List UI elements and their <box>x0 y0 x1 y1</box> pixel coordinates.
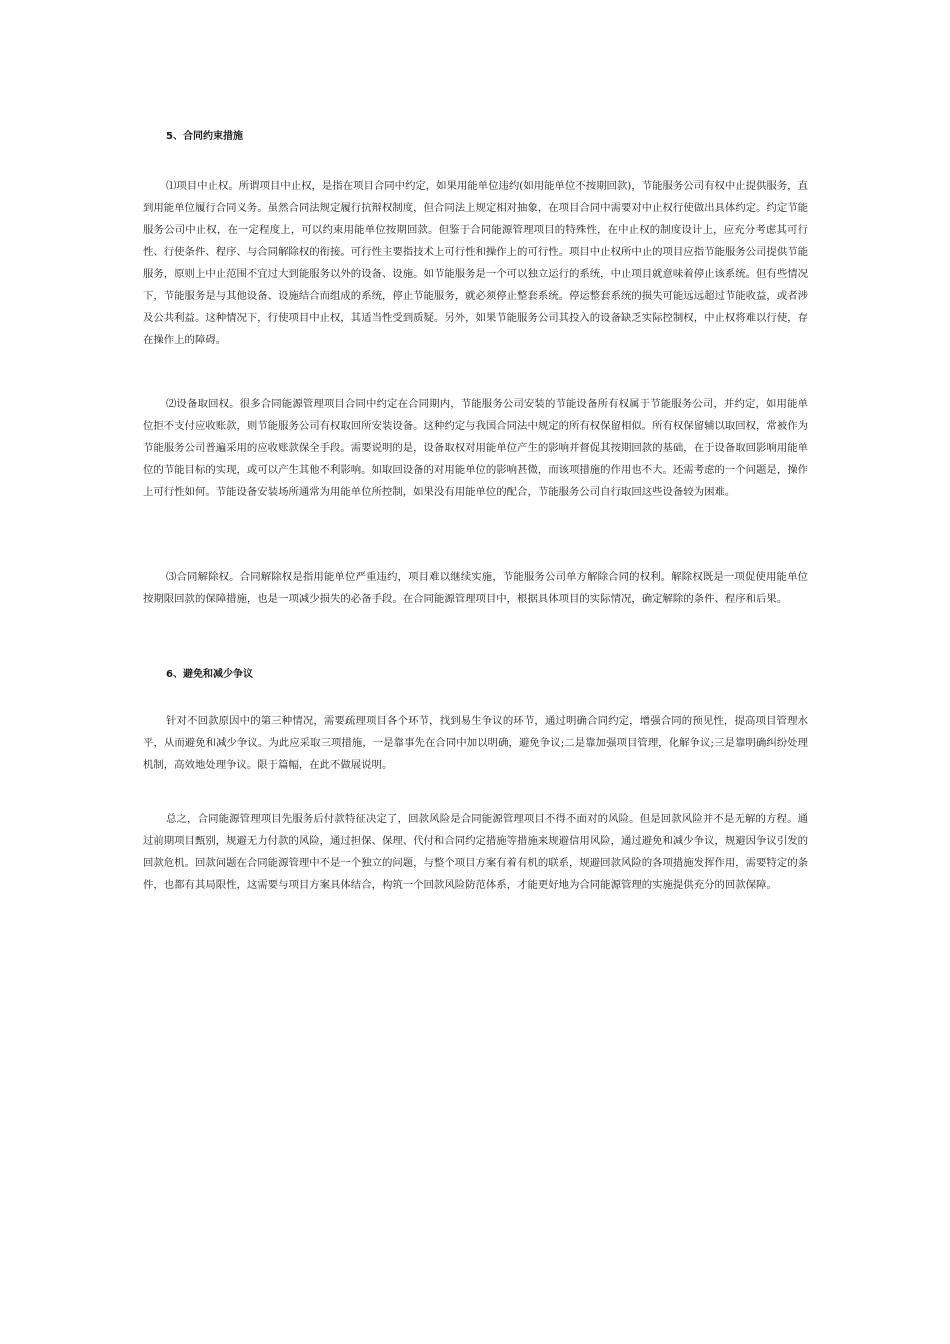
section-heading-avoid-disputes: 6、避免和减少争议 <box>166 669 253 680</box>
paragraph-conclusion: 总之，合同能源管理项目先服务后付款特征决定了，回款风险是合同能源管理项目不得不面对的风险。但是回款风险并不是无解的方程。通过前期项目甄别，规避无力付款的风险，通过担保、保理、代付和合同约定措施等措施来规避信用风险，通过避免和减少争议，规避因争议引发的回款危机。回款问题在合同能源管理中不是一个独立的问题，与整个项目方案有着有机的联系，规避回款风险的各项措施发挥作用，需要特定的条件，也都有其局限性，这需要与项目方案具体结合，构筑一个回款风险防范体系，才能更好地为合同能源管理的实施提供充分的回款保障。 <box>143 813 808 891</box>
paragraph-equipment-retrieval-right: ⑵设备取回权。很多合同能源管理项目合同中约定在合同期内，节能服务公司安装的节能设备所有权属于节能服务公司，并约定，如用能单位拒不支付应收账款，则节能服务公司有权取回所安装设备。这种约定与我国合同法中规定的所有权保留相似。所有权保留辅以取回权，常被作为节能服务公司普遍采用的应收账款保全手段。需要说明的是，设备取权对用能单位产生的影响并督促其按期回款的基础，在于设备取回影响用能单位的节能目标的实现，或可以产生其他不利影响。如取回设备的对用能单位的影响甚微，而该项措施的作用也不大。还需考虑的一个问题是，操作上可行性如何。节能设备安装场所通常为用能单位所控制，如果没有用能单位的配合，节能服务公司自行取回这些设备较为困难。 <box>143 398 808 498</box>
paragraph-contract-termination-right: ⑶合同解除权。合同解除权是指用能单位严重违约，项目难以继续实施，节能服务公司单方解除合同的权利。解除权既是一项促使用能单位按期限回款的保障措施，也是一项减少损失的必备手段。在合同能源管理项目中，根据具体项目的实际情况，确定解除的条件、程序和后果。 <box>143 571 808 605</box>
section-heading-contract-measures: 5、合同约束措施 <box>166 131 243 142</box>
paragraph-project-suspension-right: ⑴项目中止权。所谓项目中止权，是指在项目合同中约定，如果用能单位违约(如用能单位不按期回款)，节能服务公司有权中止提供服务，直到用能单位履行合同义务。虽然合同法规定履行抗辩权制度，但合同法上规定相对抽象，在项目合同中需要对中止权行使做出具体约定。约定节能服务公司中止权，在一定程度上，可以约束用能单位按期回款。但鉴于合同能源管理项目的特殊性，在中止权的制度设计上，应充分考虑其可行性、行使条件、程序、与合同解除权的衔接。可行性主要指技术上可行性和操作上的可行性。项目中止权所中止的项目应指节能服务公司提供节能服务，原则上中止范围不宜过大到能服务以外的设备、设施。如节能服务是一个可以独立运行的系统，中止项目就意味着停止该系统。但有些情况下，节能服务是与其他设备、设施结合而组成的系统，停止节能服务，就必须停止整套系统。停运整套系统的损失可能远远超过节能收益，或者涉及公共利益。这种情况下，行使项目中止权，其适当性受到质疑。另外，如果节能服务公司其投入的设备缺乏实际控制权，中止权将难以行使，存在操作上的障碍。 <box>143 180 808 346</box>
paragraph-dispute-measures: 针对不回款原因中的第三种情况，需要疏理项目各个环节，找到易生争议的环节，通过明确合同约定，增强合同的预见性，提高项目管理水平，从而避免和减少争议。为此应采取三项措施，一是靠事先在合同中加以明确，避免争议;二是靠加强项目管理，化解争议;三是靠明确纠纷处理机制，高效地处理争议。限于篇幅，在此不做展说明。 <box>143 715 808 771</box>
